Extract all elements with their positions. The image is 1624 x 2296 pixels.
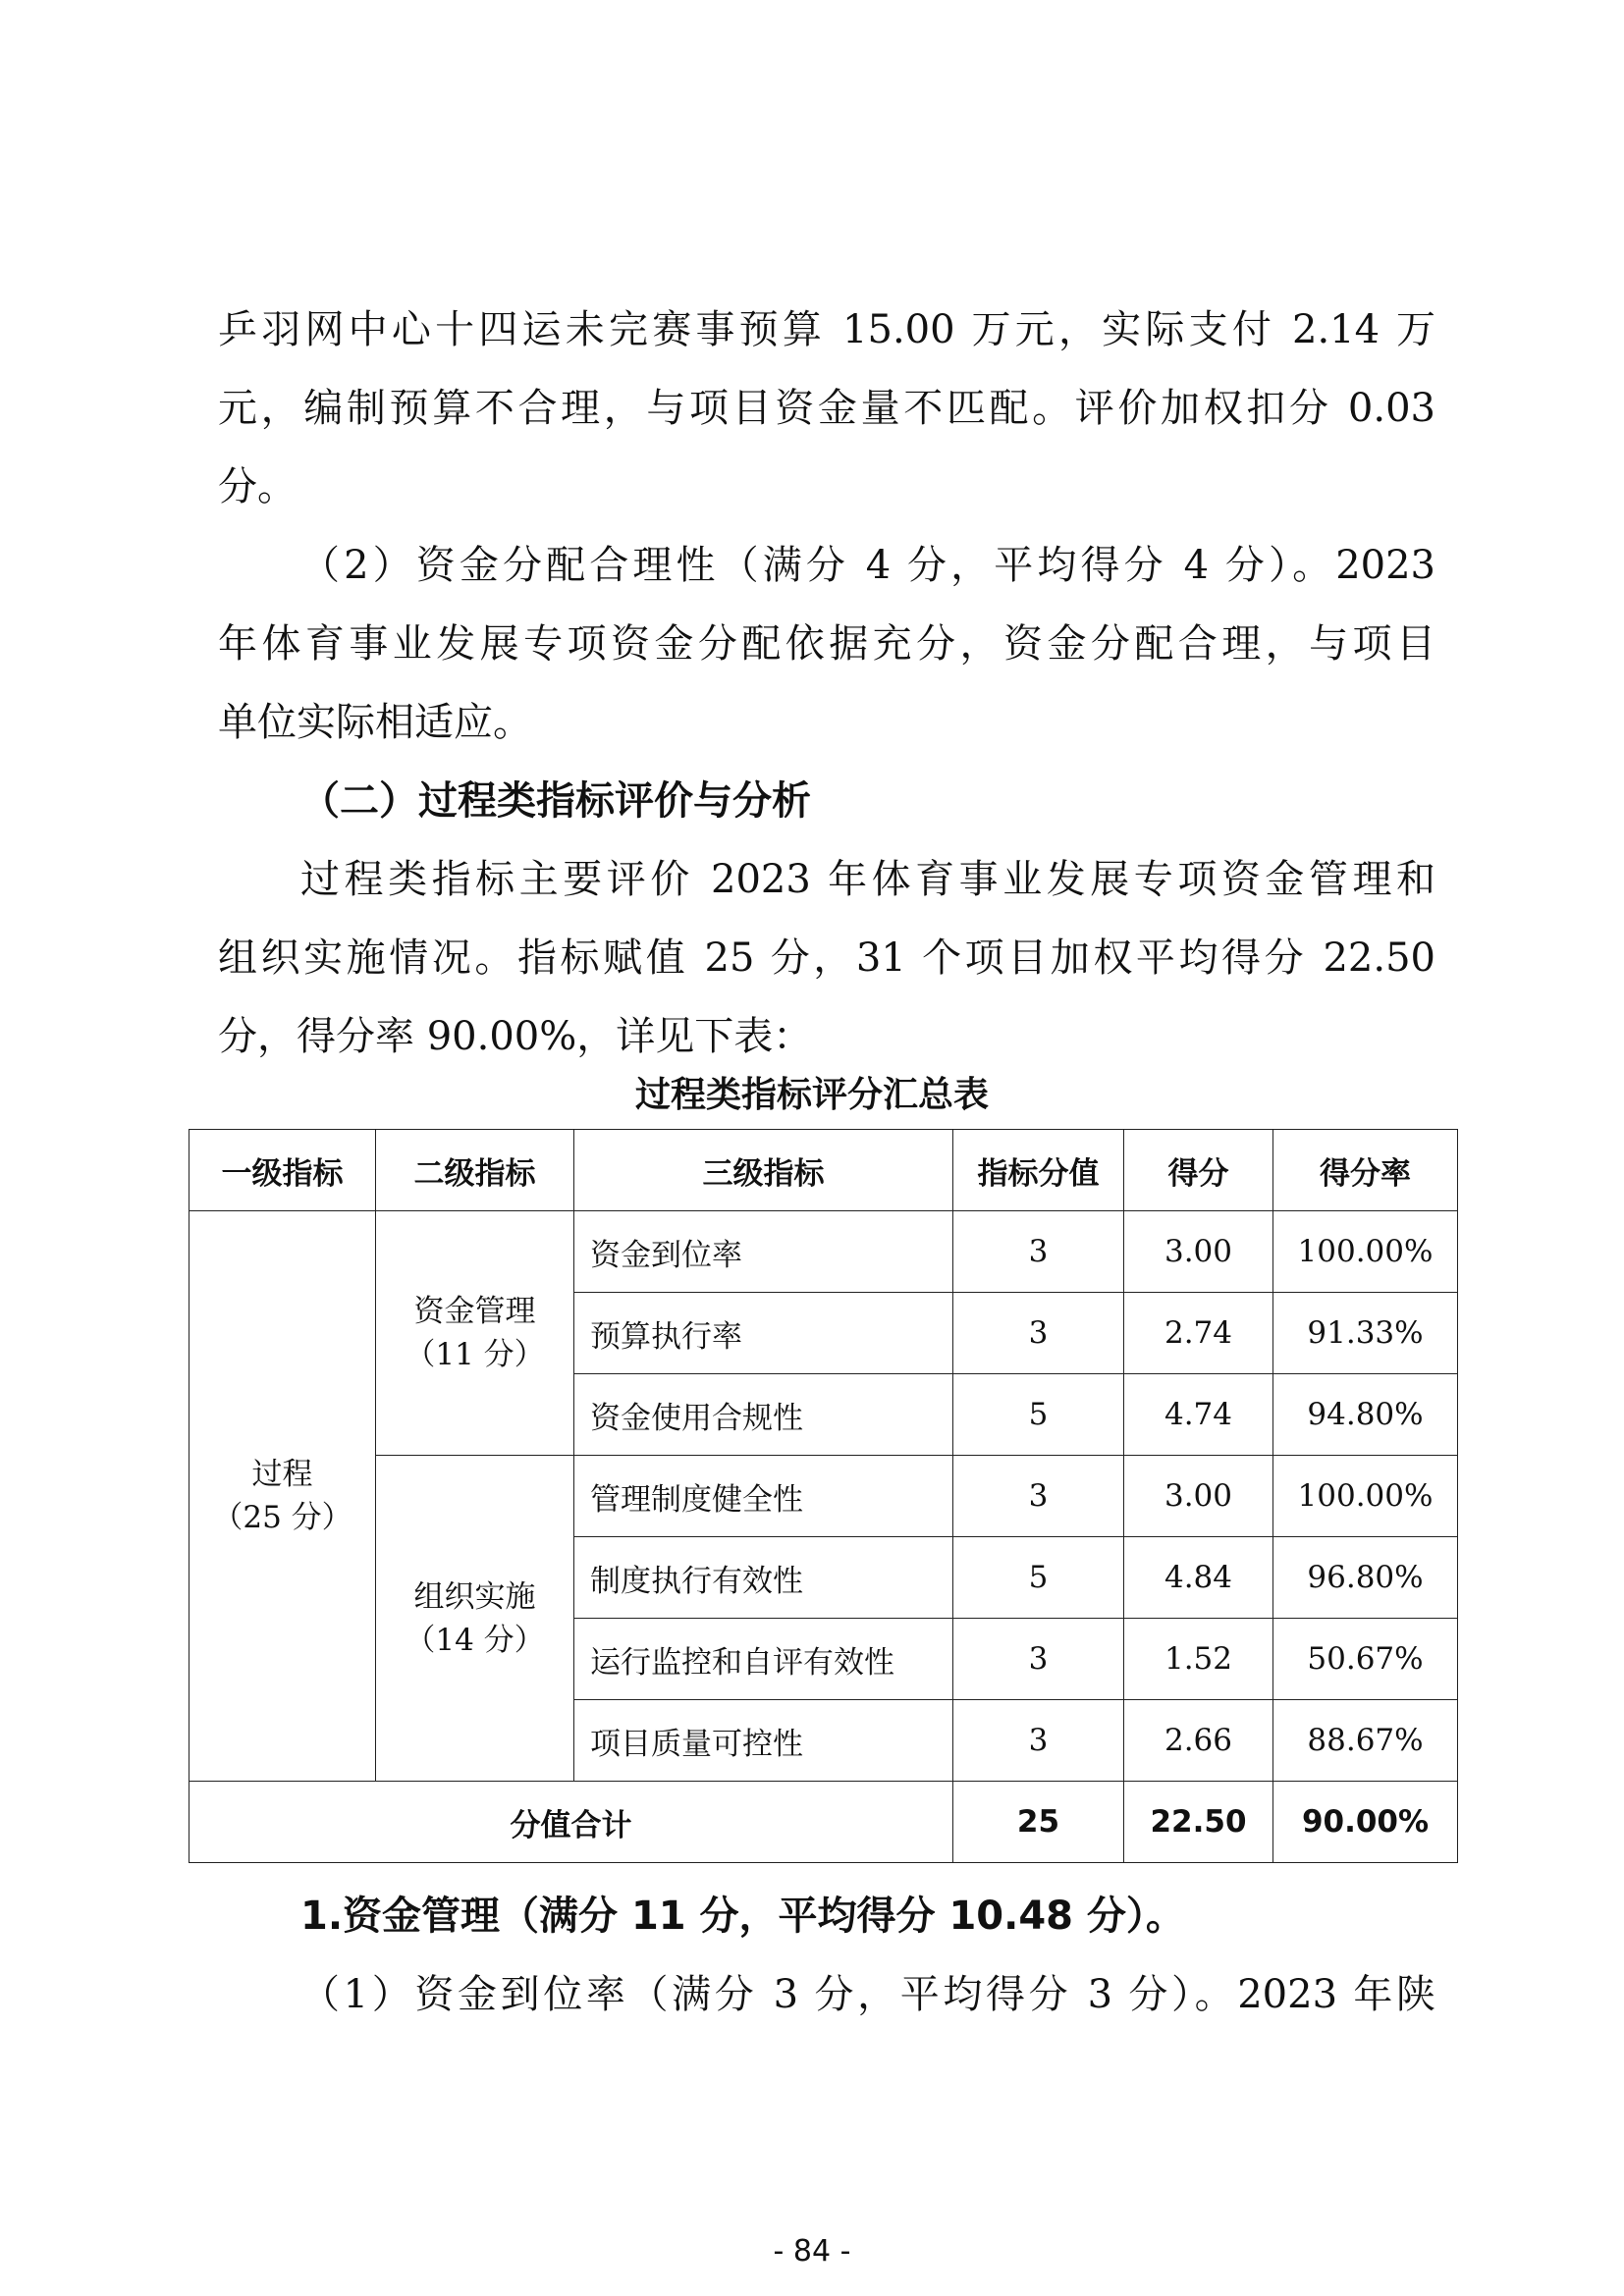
indicator-rate: 100.00%	[1273, 1456, 1458, 1537]
indicator-score: 3.00	[1124, 1456, 1273, 1537]
indicator-rate: 96.80%	[1273, 1537, 1458, 1619]
text-line: （2）资金分配合理性（满分 4 分，平均得分 4 分）。2023	[300, 543, 1435, 588]
indicator-name: 管理制度健全性	[574, 1456, 953, 1537]
table-row	[189, 1456, 1458, 1537]
column-header: 得分率	[1273, 1130, 1458, 1211]
page-number: - 84 -	[773, 2234, 851, 2269]
indicator-rate: 88.67%	[1273, 1700, 1458, 1782]
indicator-score: 1.52	[1124, 1619, 1273, 1700]
text-line: 年体育事业发展专项资金分配依据充分，资金分配合理，与项目	[218, 621, 1435, 667]
total-label: 分值合计	[189, 1782, 953, 1863]
level2-cell	[376, 1456, 574, 1782]
text-line: 分。	[218, 464, 297, 509]
level2-cell	[376, 1211, 574, 1456]
text-line: 分，得分率 90.00%，详见下表：	[218, 1014, 813, 1059]
level2-score: （11 分）	[405, 1337, 545, 1372]
table-row	[189, 1211, 1458, 1293]
indicator-value: 3	[953, 1211, 1124, 1293]
indicator-rate: 50.67%	[1273, 1619, 1458, 1700]
paragraph-budget-deduction	[218, 291, 1435, 526]
indicator-score: 4.84	[1124, 1537, 1273, 1619]
indicator-value: 5	[953, 1374, 1124, 1456]
column-header: 指标分值	[953, 1130, 1124, 1211]
total-value: 25	[953, 1782, 1124, 1863]
text-line: 元，编制预算不合理，与项目资金量不匹配。评价加权扣分 0.03	[218, 386, 1435, 431]
column-header: 二级指标	[376, 1130, 574, 1211]
indicator-rate: 94.80%	[1273, 1374, 1458, 1456]
paragraph-process-indicators	[218, 840, 1435, 1076]
text-line: 过程类指标主要评价 2023 年体育事业发展专项资金管理和	[300, 857, 1435, 902]
indicator-value: 3	[953, 1619, 1124, 1700]
text-line: 组织实施情况。指标赋值 25 分，31 个项目加权平均得分 22.50	[218, 935, 1435, 981]
column-header: 三级指标	[574, 1130, 953, 1211]
text-line: 乒羽网中心十四运未完赛事预算 15.00 万元，实际支付 2.14 万	[218, 307, 1435, 352]
table-title: 过程类指标评分汇总表	[634, 1075, 989, 1115]
paragraph-fund-arrival	[218, 1955, 1435, 2034]
indicator-name: 资金到位率	[574, 1211, 953, 1293]
level1-score: （25 分）	[212, 1500, 352, 1535]
indicator-score: 3.00	[1124, 1211, 1273, 1293]
indicator-value: 3	[953, 1700, 1124, 1782]
table-header-row	[189, 1130, 1458, 1211]
column-header: 得分	[1124, 1130, 1273, 1211]
level1-cell	[189, 1211, 376, 1782]
indicator-name: 项目质量可控性	[574, 1700, 953, 1782]
level2-score: （14 分）	[405, 1622, 545, 1658]
indicator-score: 2.74	[1124, 1293, 1273, 1374]
indicator-value: 5	[953, 1537, 1124, 1619]
indicator-score: 2.66	[1124, 1700, 1273, 1782]
indicator-value: 3	[953, 1293, 1124, 1374]
indicator-score: 4.74	[1124, 1374, 1273, 1456]
indicator-rate: 100.00%	[1273, 1211, 1458, 1293]
indicator-name: 资金使用合规性	[574, 1374, 953, 1456]
total-score: 22.50	[1124, 1782, 1273, 1863]
indicator-rate: 91.33%	[1273, 1293, 1458, 1374]
table-total-row	[189, 1782, 1458, 1863]
indicator-name: 预算执行率	[574, 1293, 953, 1374]
indicator-name: 制度执行有效性	[574, 1537, 953, 1619]
level2-name: 资金管理	[413, 1294, 536, 1329]
indicator-value: 3	[953, 1456, 1124, 1537]
section-heading: （二）过程类指标评价与分析	[300, 778, 811, 824]
total-rate: 90.00%	[1273, 1782, 1458, 1863]
indicator-name: 运行监控和自评有效性	[574, 1619, 953, 1700]
process-indicator-table	[189, 1129, 1458, 1863]
text-line: 单位实际相适应。	[218, 700, 532, 745]
text-line: （1）资金到位率（满分 3 分，平均得分 3 分）。2023 年陕	[300, 1972, 1435, 2017]
subsection-heading: 1.资金管理（满分 11 分，平均得分 10.48 分）。	[300, 1894, 1185, 1939]
level2-name: 组织实施	[413, 1578, 536, 1615]
column-header: 一级指标	[189, 1130, 376, 1211]
paragraph-fund-allocation	[218, 526, 1435, 762]
level1-name: 过程	[251, 1457, 313, 1492]
